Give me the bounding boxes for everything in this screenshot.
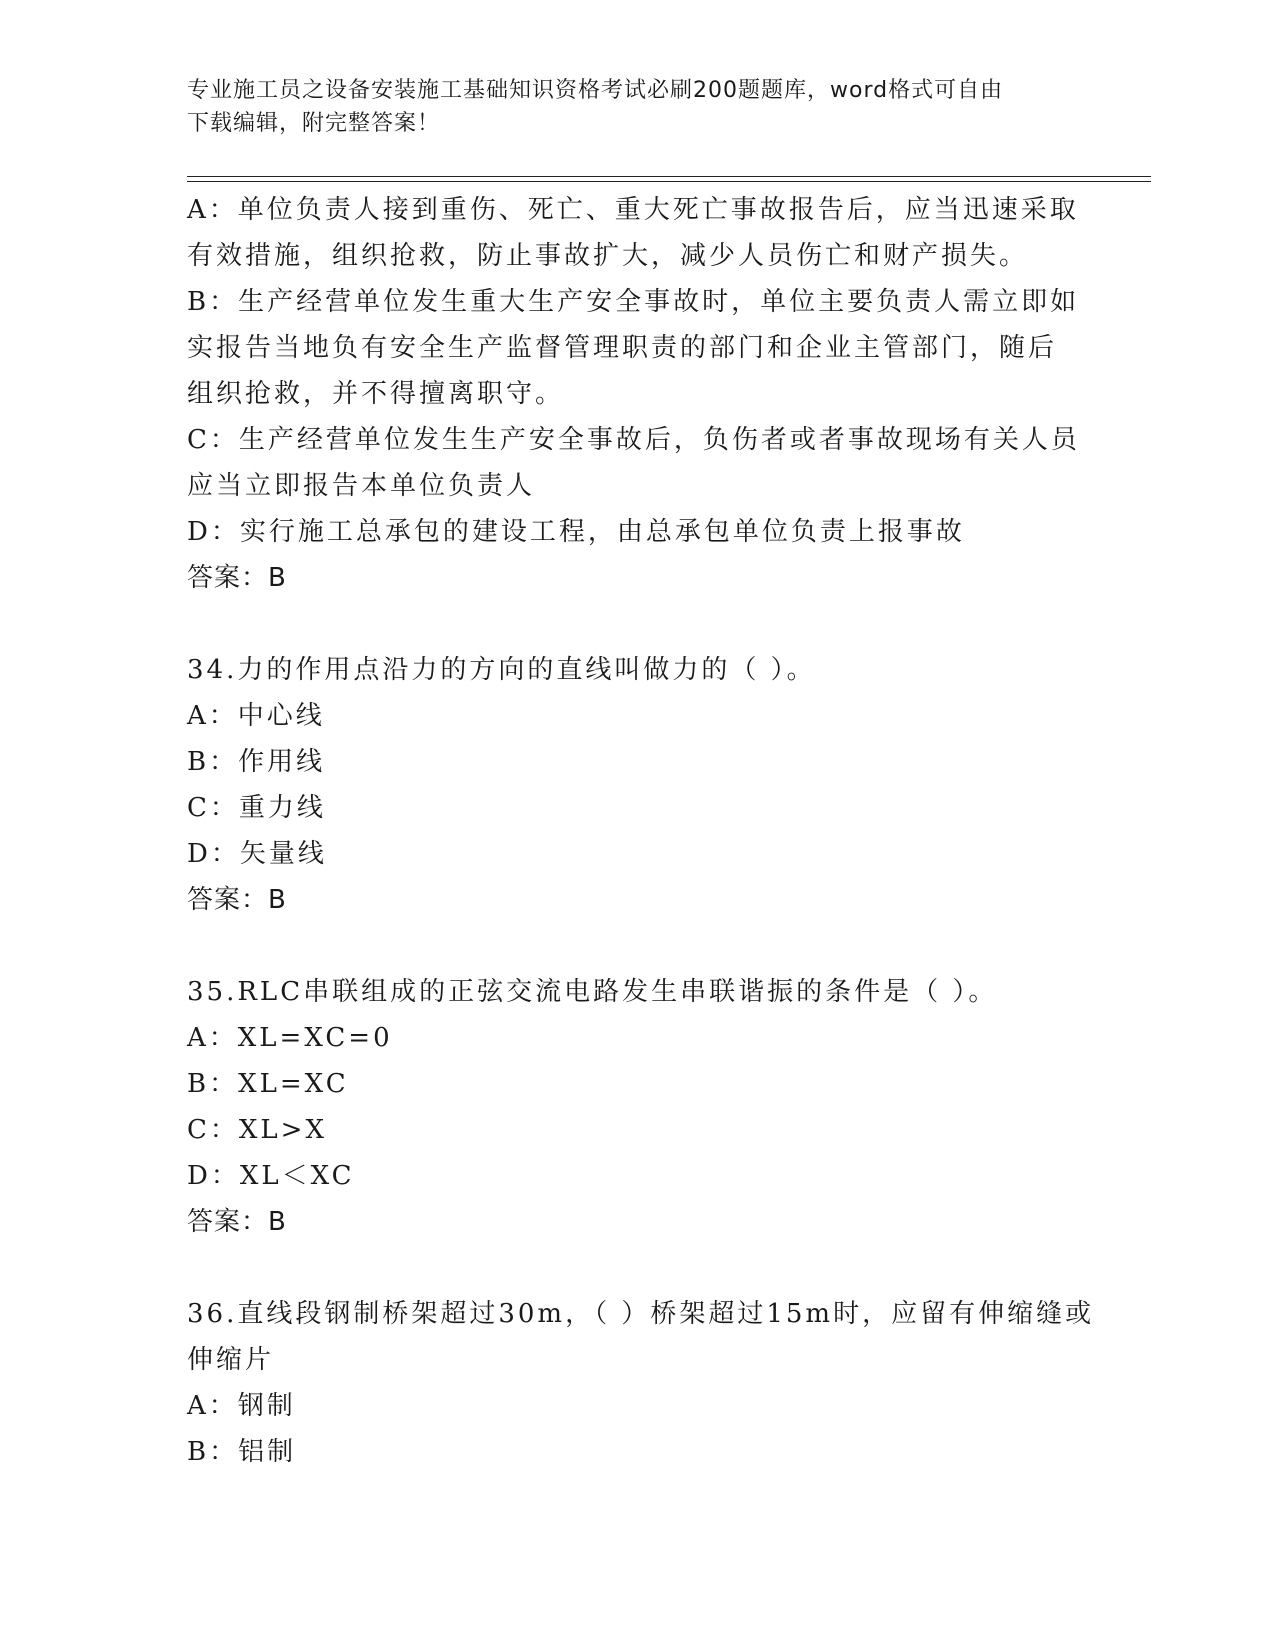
- document-body: [187, 187, 1095, 1475]
- q34-option-c: C：重力线: [187, 793, 326, 823]
- q34-option-a: A：中心线: [187, 701, 325, 731]
- question-35-stem: 35.RLC串联组成的正弦交流电路发生串联谐振的条件是（ ）。: [187, 977, 998, 1007]
- q36-option-b: B：铝制: [187, 1437, 297, 1467]
- option-a-line-1: A：单位负责人接到重伤、死亡、重大死亡事故报告后，应当迅速采取: [187, 195, 1079, 225]
- q36-option-a: A：钢制: [187, 1391, 296, 1421]
- q34-option-b: B：作用线: [187, 747, 326, 777]
- question-34-stem: 34.力的作用点沿力的方向的直线叫做力的（ ）。: [187, 655, 816, 685]
- option-c-line-1: C：生产经营单位发生生产安全事故后，负伤者或者事故现场有关人员: [187, 425, 1080, 455]
- option-d-line-1: D：实行施工总承包的建设工程，由总承包单位负责上报事故: [187, 517, 965, 547]
- question-36-stem-line-2: 伸缩片: [187, 1345, 275, 1375]
- option-b-line-2: 实报告当地负有安全生产监督管理职责的部门和企业主管部门，随后: [187, 333, 1058, 363]
- q35-option-c: C：XL>X: [187, 1115, 327, 1145]
- q34-option-d: D：矢量线: [187, 839, 327, 869]
- spacer: [187, 923, 1087, 969]
- header-line-2: 下载编辑，附完整答案！: [187, 111, 441, 136]
- question-36-stem-line-1: 36.直线段钢制桥架超过30m，（ ）桥架超过15m时，应留有伸缩缝或: [187, 1299, 1095, 1329]
- header-divider-top: [187, 176, 1151, 177]
- answer-35: 答案：B: [187, 1207, 287, 1237]
- header-divider-bottom: [187, 181, 1151, 182]
- q35-option-a: A：XL=XC=0: [187, 1023, 393, 1053]
- option-c-line-2: 应当立即报告本单位负责人: [187, 471, 536, 501]
- answer-34: 答案：B: [187, 885, 287, 915]
- spacer: [187, 1245, 1087, 1291]
- question-35-block: [187, 969, 1087, 1245]
- question-33-block: [187, 187, 1087, 601]
- question-36-block: [187, 1291, 1095, 1475]
- header-line-1: 专业施工员之设备安装施工基础知识资格考试必刷200题题库，word格式可自由: [187, 78, 1004, 103]
- option-b-line-3: 组织抢救，并不得擅离职守。: [187, 379, 565, 409]
- q35-option-d: D：XL＜XC: [187, 1161, 355, 1191]
- answer-33: 答案：B: [187, 563, 287, 593]
- question-34-block: [187, 647, 1087, 923]
- option-b-line-1: B：生产经营单位发生重大生产安全事故时，单位主要负责人需立即如: [187, 287, 1080, 317]
- q35-option-b: B：XL=XC: [187, 1069, 349, 1099]
- document-header: [187, 74, 1087, 140]
- option-a-line-2: 有效措施，组织抢救，防止事故扩大，减少人员伤亡和财产损失。: [187, 241, 1029, 271]
- spacer: [187, 601, 1087, 647]
